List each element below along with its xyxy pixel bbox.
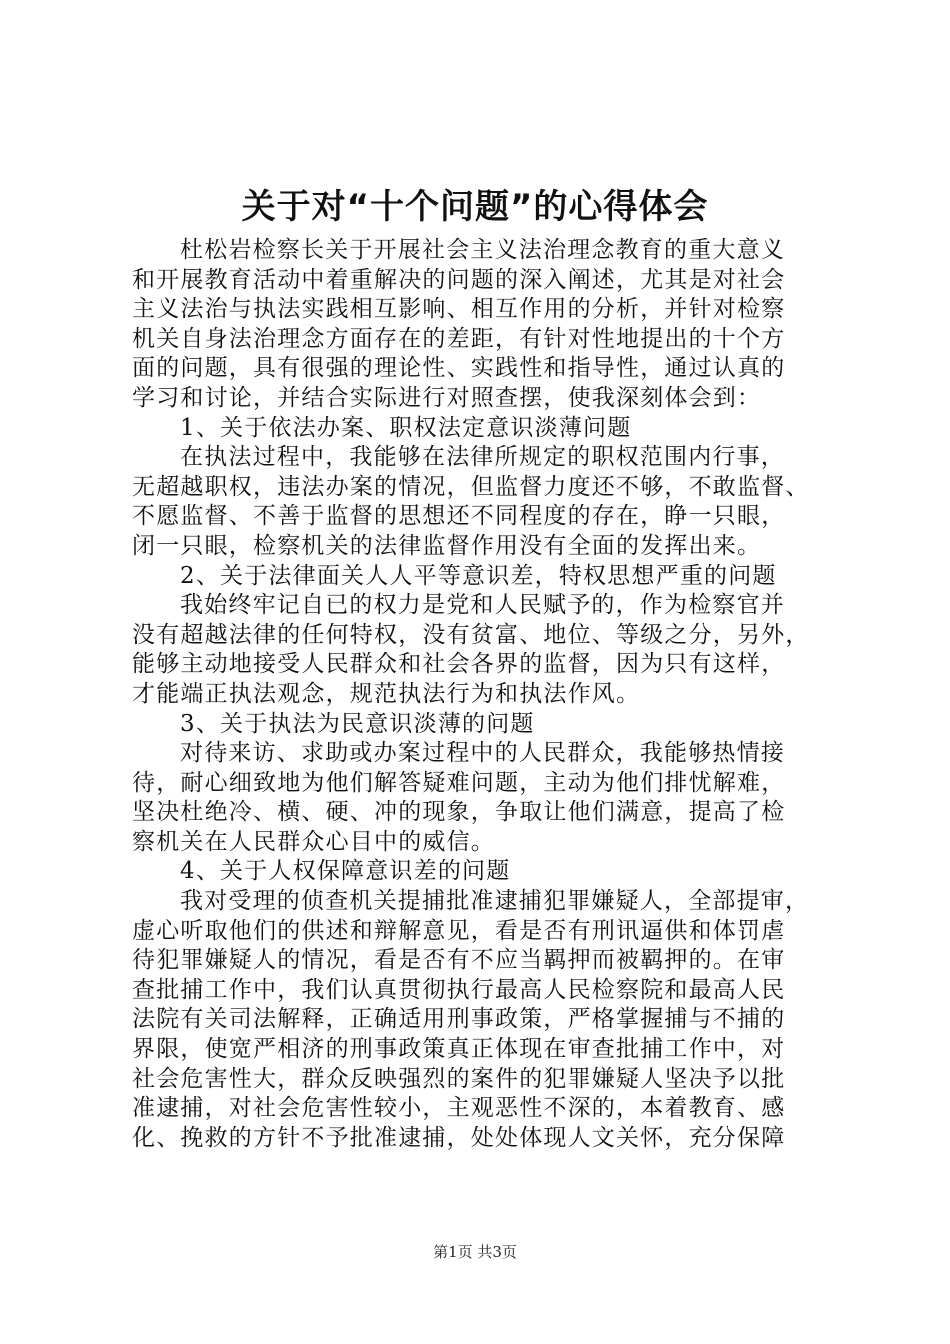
paragraph-line: 虚心听取他们的供述和辩解意见，看是否有刑讯逼供和体罚虐 (132, 917, 786, 944)
paragraph-line: 坚决杜绝冷、横、硬、冲的现象，争取让他们满意，提高了检 (132, 799, 786, 826)
document-title: 关于对“十个问题”的心得体会 (241, 187, 709, 227)
section-heading: 4、关于人权保障意识差的问题 (180, 858, 511, 885)
paragraph-line: 对待来访、求助或办案过程中的人民群众，我能够热情接 (180, 740, 785, 767)
paragraph-line: 机关自身法治理念方面存在的差距，有针对性地提出的十个方 (132, 325, 786, 352)
paragraph-line: 准逮捕，对社会危害性较小，主观恶性不深的，本着教育、感 (132, 1095, 786, 1122)
paragraph-line: 面的问题，具有很强的理论性、实践性和指导性，通过认真的 (132, 355, 786, 382)
paragraph-line: 不愿监督、不善于监督的思想还不同程度的存在，睁一只眼， (132, 503, 786, 530)
paragraph-line: 法院有关司法解释，正确适用刑事政策，严格掌握捕与不捕的 (132, 1006, 786, 1033)
paragraph-line: 我对受理的侦查机关提捕批准逮捕犯罪嫌疑人，全部提审， (180, 888, 810, 915)
paragraph-line: 学习和讨论，并结合实际进行对照查摆，使我深刻体会到： (132, 384, 762, 411)
paragraph-line: 化、挽救的方针不予批准逮捕，处处体现人文关怀，充分保障 (132, 1124, 786, 1151)
paragraph-line: 察机关在人民群众心目中的威信。 (132, 828, 495, 855)
paragraph-line: 闭一只眼，检察机关的法律监督作用没有全面的发挥出来。 (132, 532, 762, 559)
paragraph-line: 才能端正执法观念，规范执法行为和执法作风。 (132, 680, 641, 707)
section-heading: 1、关于依法办案、职权法定意识淡薄问题 (180, 414, 632, 441)
paragraph-line: 我始终牢记自已的权力是党和人民赋予的，作为检察官并 (180, 592, 785, 619)
section-heading: 3、关于执法为民意识淡薄的问题 (180, 710, 535, 737)
paragraph-line: 待犯罪嫌疑人的情况，看是否有不应当羁押而被羁押的。在审 (132, 947, 786, 974)
paragraph-line: 界限，使宽严相济的刑事政策真正体现在审查批捕工作中，对 (132, 1036, 786, 1063)
paragraph-line: 无超越职权，违法办案的情况，但监督力度还不够，不敢监督、 (132, 473, 810, 500)
paragraph-line: 待，耐心细致地为他们解答疑难问题，主动为他们排忧解难， (132, 769, 786, 796)
paragraph-line: 主义法治与执法实践相互影响、相互作用的分析，并针对检察 (132, 296, 786, 323)
document-body (132, 236, 832, 1153)
paragraph-line: 杜松岩检察长关于开展社会主义法治理念教育的重大意义 (180, 237, 785, 263)
paragraph-line: 没有超越法律的任何特权，没有贫富、地位、等级之分，另外， (132, 621, 810, 648)
paragraph-line: 和开展教育活动中着重解决的问题的深入阐述，尤其是对社会 (132, 266, 786, 293)
paragraph-line: 在执法过程中，我能够在法律所规定的职权范围内行事， (180, 444, 785, 471)
section-heading: 2、关于法律面关人人平等意识差，特权思想严重的问题 (180, 562, 777, 589)
paragraph-line: 能够主动地接受人民群众和社会各界的监督，因为只有这样， (132, 651, 786, 678)
paragraph-line: 查批捕工作中，我们认真贯彻执行最高人民检察院和最高人民 (132, 976, 786, 1003)
paragraph-line: 社会危害性大，群众反映强烈的案件的犯罪嫌疑人坚决予以批 (132, 1065, 786, 1092)
page-footer: 第1页 共3页 (433, 1243, 517, 1261)
